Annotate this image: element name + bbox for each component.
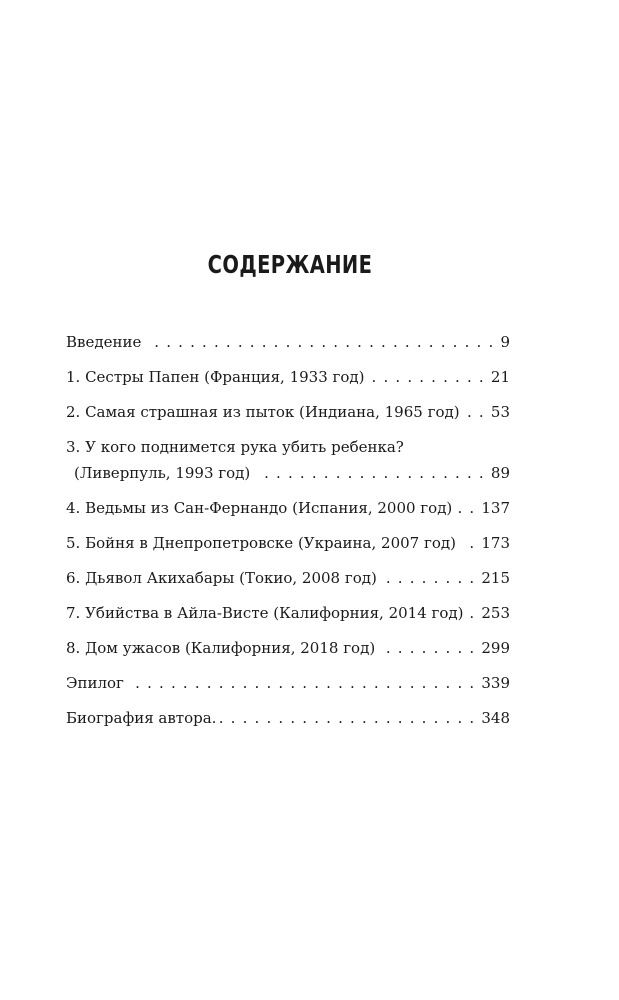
toc-page-number: 215 (481, 569, 510, 587)
toc-entry-title: Введение (66, 333, 142, 351)
toc-entry-title: 4. Ведьмы из Сан-Фернандо (Испания, 2000 год) (66, 499, 453, 517)
toc-entry-introduction[interactable] (66, 333, 510, 351)
toc-page-number: 53 (490, 403, 510, 421)
toc-entry-chapter-5[interactable] (66, 534, 510, 552)
dot-leader (383, 569, 476, 587)
toc-page-number: 89 (490, 464, 510, 482)
toc-page-number: 348 (481, 709, 510, 727)
toc-page-number: 9 (500, 333, 510, 351)
toc-entry-chapter-4[interactable] (66, 499, 510, 517)
toc-entry-title: Эпилог (66, 674, 124, 692)
toc-entry-chapter-2[interactable] (66, 403, 510, 421)
table-of-contents (66, 333, 510, 727)
toc-entry-chapter-7[interactable] (66, 604, 510, 622)
dot-leader (381, 639, 475, 657)
dot-leader (218, 709, 475, 727)
dot-leader (371, 368, 485, 386)
dot-leader (256, 464, 485, 482)
toc-entry-title: 3. У кого поднимется рука убить ребенка? (66, 438, 404, 456)
toc-page-number: 299 (481, 639, 510, 657)
toc-page-number: 137 (481, 499, 510, 517)
dot-leader (147, 333, 494, 351)
toc-entry-chapter-1[interactable] (66, 368, 510, 386)
toc-entry-title: 6. Дьявол Акихабары (Токио, 2008 год) (66, 569, 377, 587)
toc-entry-chapter-8[interactable] (66, 639, 510, 657)
toc-entry-epilogue[interactable] (66, 674, 510, 692)
toc-page-number: 339 (481, 674, 510, 692)
toc-page-number: 173 (481, 534, 510, 552)
toc-entry-title: 2. Самая страшная из пыток (Индиана, 1965 год) (66, 403, 460, 421)
dot-leader (466, 403, 485, 421)
dot-leader (130, 674, 475, 692)
toc-entry-title: Биография автора. (66, 709, 217, 727)
toc-entry-chapter-3[interactable] (66, 438, 510, 482)
toc-page-number: 253 (481, 604, 510, 622)
page-title: СОДЕРЖАНИЕ (207, 250, 373, 279)
toc-entry-chapter-6[interactable] (66, 569, 510, 587)
toc-entry-title-continuation: (Ливерпуль, 1993 год) (74, 464, 251, 482)
dot-leader (470, 604, 476, 622)
toc-entry-title: 8. Дом ужасов (Калифорния, 2018 год) (66, 639, 376, 657)
toc-entry-title: 7. Убийства в Айла-Висте (Калифорния, 2014 год) (66, 604, 464, 622)
toc-page-number: 21 (490, 368, 510, 386)
toc-entry-title: 5. Бойня в Днепропетровске (Украина, 2007 год) (66, 534, 456, 552)
dot-leader (458, 499, 475, 517)
toc-entry-title: 1. Сестры Папен (Франция, 1933 год) (66, 368, 365, 386)
dot-leader (462, 534, 475, 552)
toc-entry-author-biography[interactable] (66, 709, 510, 727)
